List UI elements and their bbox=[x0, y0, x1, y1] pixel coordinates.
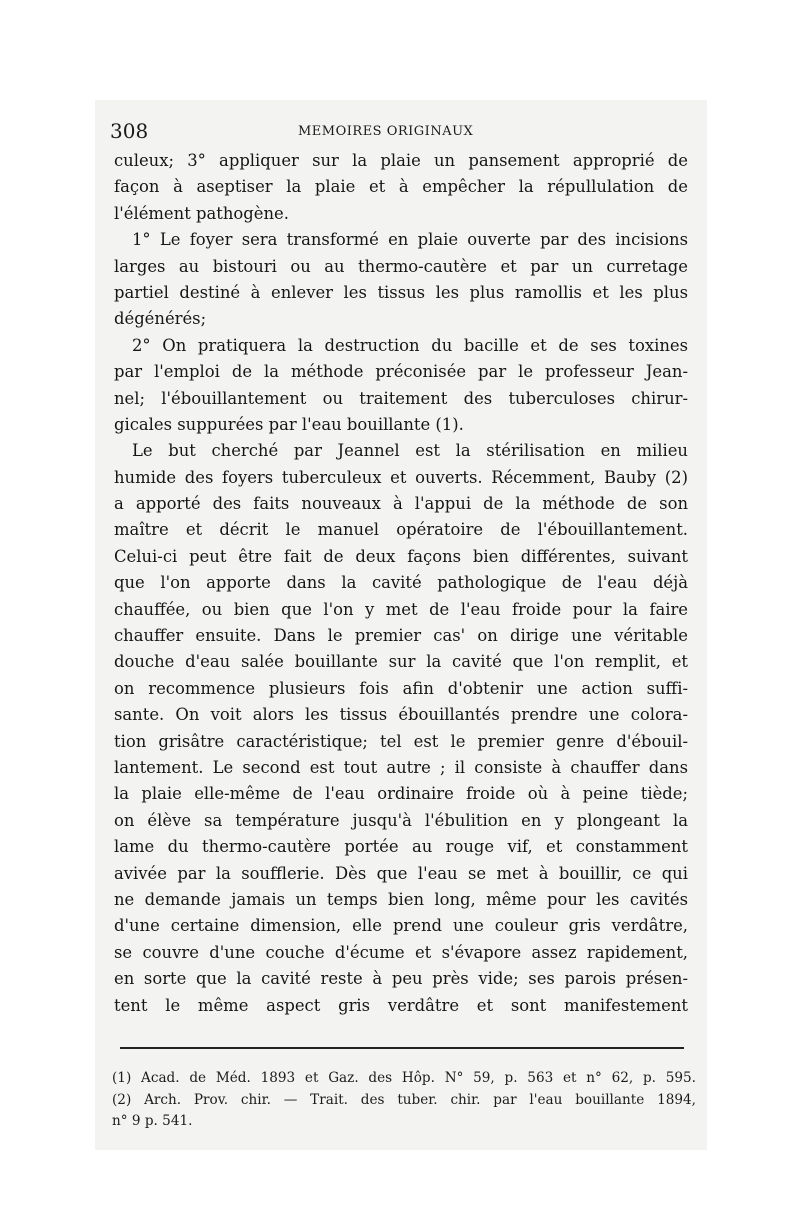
text-line: on élève sa température jusqu'à l'ébulition en y plongeant la bbox=[114, 810, 688, 830]
text-line: a apporté des faits nouveaux à l'appui de la méthode de son bbox=[114, 494, 688, 514]
text-line: larges au bistouri ou au thermo-cautère et par un curretage bbox=[114, 256, 688, 276]
footnote-line: (2) Arch. Prov. chir. — Trait. des tuber. chir. par l'eau bouillante 1894, bbox=[112, 1091, 696, 1108]
text-line: 2° On pratiquera la destruction du bacille et de ses toxines bbox=[132, 335, 688, 355]
text-line: avivée par la soufflerie. Dès que l'eau se met à bouillir, ce qui bbox=[114, 863, 688, 883]
text-line: chauffer ensuite. Dans le premier cas' on dirige une véritable bbox=[114, 626, 688, 646]
text-line: nel; l'ébouillantement ou traitement des tuberculoses chirur- bbox=[114, 388, 688, 408]
text-line: maître et décrit le manuel opératoire de l'ébouillantement. bbox=[114, 520, 688, 540]
page-number: 308 bbox=[110, 119, 149, 143]
text-line: 1° Le foyer sera transformé en plaie ouverte par des incisions bbox=[132, 230, 688, 250]
text-line: humide des foyers tuberculeux et ouverts. Récemment, Bauby (2) bbox=[114, 467, 688, 487]
text-line: on recommence plusieurs fois afin d'obtenir une action suffi- bbox=[114, 678, 688, 698]
text-line: gicales suppurées par l'eau bouillante (1). bbox=[114, 414, 464, 434]
text-line: façon à aseptiser la plaie et à empêcher la répullulation de bbox=[114, 177, 688, 197]
text-line: d'une certaine dimension, elle prend une couleur gris verdâtre, bbox=[114, 916, 688, 936]
page-header bbox=[110, 118, 690, 144]
running-head: MEMOIRES ORIGINAUX bbox=[298, 124, 474, 139]
footnote-line: n° 9 p. 541. bbox=[112, 1113, 193, 1129]
footnote-line: (1) Acad. de Méd. 1893 et Gaz. des Hôp. N° 59, p. 563 et n° 62, p. 595. bbox=[112, 1070, 696, 1086]
text-line: tent le même aspect gris verdâtre et sont manifestement bbox=[114, 995, 688, 1015]
text-line: par l'emploi de la méthode préconisée par le professeur Jean- bbox=[114, 362, 688, 382]
text-line: que l'on apporte dans la cavité pathologique de l'eau déjà bbox=[114, 573, 688, 593]
body-text bbox=[114, 148, 688, 1019]
text-line: partiel destiné à enlever les tissus les plus ramollis et les plus bbox=[114, 282, 688, 302]
text-line: Le but cherché par Jeannel est la stérilisation en milieu bbox=[132, 441, 688, 461]
text-line: lantement. Le second est tout autre ; il consiste à chauffer dans bbox=[114, 757, 688, 777]
text-line: l'élément pathogène. bbox=[114, 203, 289, 223]
text-line: tion grisâtre caractéristique; tel est le premier genre d'ébouil- bbox=[114, 731, 688, 751]
footnote-separator bbox=[120, 1047, 684, 1049]
text-line: culeux; 3° appliquer sur la plaie un pansement approprié de bbox=[114, 151, 688, 170]
text-line: en sorte que la cavité reste à peu près vide; ses parois présen- bbox=[114, 969, 688, 989]
text-line: dégénérés; bbox=[114, 309, 207, 329]
text-line: lame du thermo-cautère portée au rouge vif, et constamment bbox=[114, 837, 688, 857]
text-line: se couvre d'une couche d'écume et s'évapore assez rapidement, bbox=[114, 942, 688, 962]
text-line: la plaie elle-même de l'eau ordinaire froide où à peine tiède; bbox=[114, 784, 688, 804]
text-line: chauffée, ou bien que l'on y met de l'eau froide pour la faire bbox=[114, 599, 688, 619]
text-line: Celui-ci peut être fait de deux façons bien différentes, suivant bbox=[114, 546, 688, 566]
footnotes bbox=[112, 1068, 696, 1133]
text-line: sante. On voit alors les tissus ébouillantés prendre une colora- bbox=[114, 705, 688, 725]
text-line: douche d'eau salée bouillante sur la cavité que l'on remplit, et bbox=[114, 652, 688, 672]
text-line: ne demande jamais un temps bien long, même pour les cavités bbox=[114, 889, 688, 909]
